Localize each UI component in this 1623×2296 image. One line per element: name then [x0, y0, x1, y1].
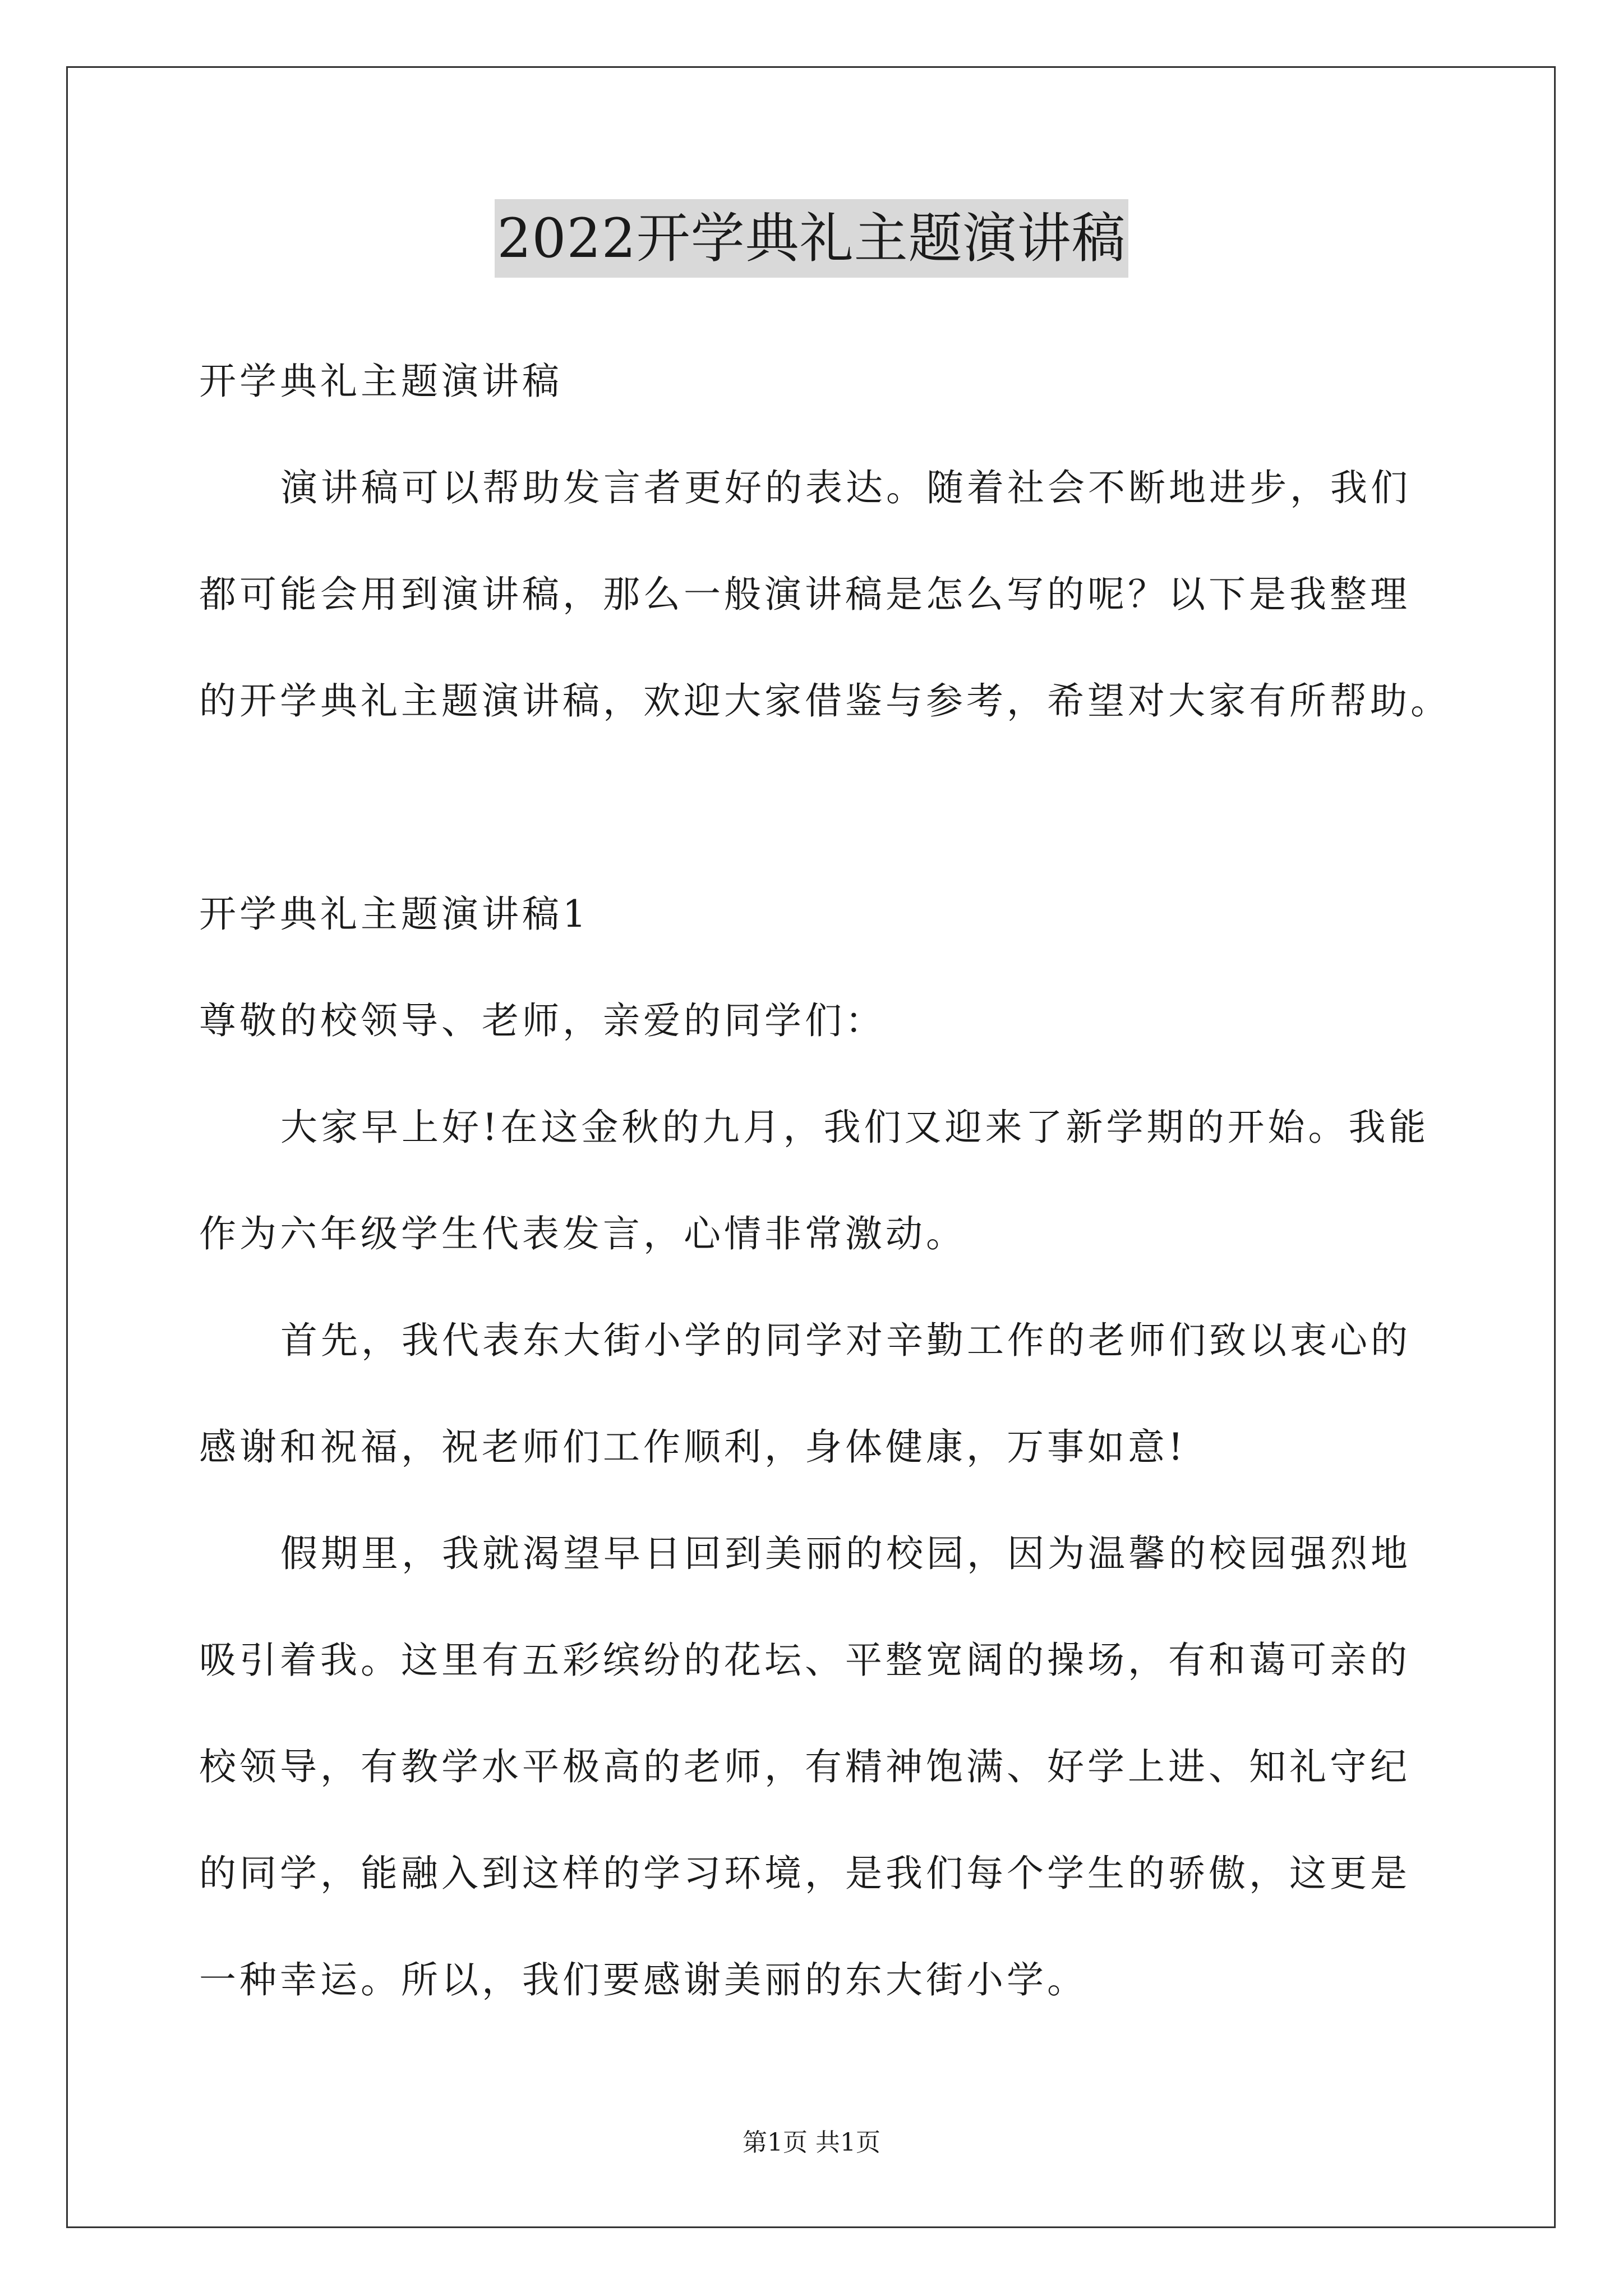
body-line-7: 校领导，有教学水平极高的老师，有精神饱满、好学上进、知礼守纪 — [199, 1745, 1410, 1788]
body-line-2: 作为六年级学生代表发言，心情非常激动。 — [199, 1212, 966, 1255]
body-line-1: 大家早上好!在这金秋的九月，我们又迎来了新学期的开始。我能 — [280, 1106, 1430, 1149]
body-line-9: 一种幸运。所以，我们要感谢美丽的东大街小学。 — [199, 1958, 1087, 2001]
intro-line-3: 的开学典礼主题演讲稿，欢迎大家借鉴与参考，希望对大家有所帮助。 — [199, 679, 1451, 723]
document-title: 2022开学典礼主题演讲稿 — [495, 199, 1128, 278]
title-container — [0, 199, 1623, 278]
page-footer: 第1页 共1页 — [743, 2128, 880, 2157]
document-heading: 开学典礼主题演讲稿 — [199, 360, 562, 403]
body-line-3: 首先，我代表东大街小学的同学对辛勤工作的老师们致以衷心的 — [280, 1319, 1411, 1362]
body-line-6: 吸引着我。这里有五彩缤纷的花坛、平整宽阔的操场，有和蔼可亲的 — [199, 1639, 1410, 1682]
body-line-8: 的同学，能融入到这样的学习环境，是我们每个学生的骄傲，这更是 — [199, 1852, 1410, 1895]
body-line-5: 假期里，我就渴望早日回到美丽的校园，因为温馨的校园强烈地 — [280, 1532, 1411, 1575]
intro-line-2: 都可能会用到演讲稿，那么一般演讲稿是怎么写的呢？以下是我整理 — [199, 573, 1410, 616]
salutation: 尊敬的校领导、老师，亲爱的同学们： — [199, 999, 886, 1042]
intro-line-1: 演讲稿可以帮助发言者更好的表达。随着社会不断地进步，我们 — [280, 466, 1411, 509]
body-line-4: 感谢和祝福，祝老师们工作顺利，身体健康，万事如意! — [199, 1425, 1187, 1469]
section-title: 开学典礼主题演讲稿1 — [199, 892, 589, 936]
